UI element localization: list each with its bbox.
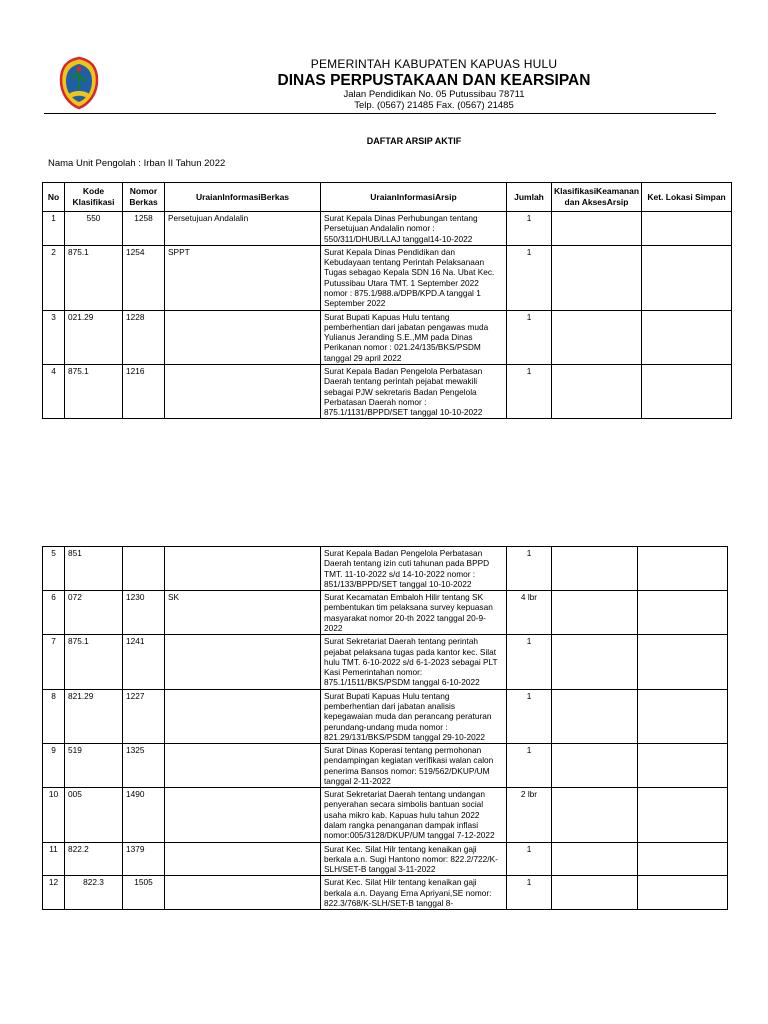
cell-nomor: 1241: [123, 635, 165, 689]
cell-klasifikasi: [552, 212, 642, 246]
cell-kode: 072: [65, 591, 123, 635]
cell-lokasi: [642, 310, 732, 364]
cell-kode: 875.1: [65, 635, 123, 689]
cell-arsip: Surat Kepala Badan Pengelola Perbatasan Daerah tentang izin cuti tahunan pada BPPD TMT. 11-10-2022 s/d 14-10-2022 nomor : 851/133/BPPD/SET tanggal 10-10-2022: [321, 547, 507, 591]
cell-no: 9: [43, 744, 65, 788]
cell-no: 4: [43, 364, 65, 418]
cell-klasifikasi: [552, 310, 642, 364]
cell-nomor: 1325: [123, 744, 165, 788]
cell-no: 1: [43, 212, 65, 246]
cell-nomor: 1490: [123, 788, 165, 842]
cell-jumlah: 1: [507, 744, 552, 788]
regency-crest-icon: [58, 56, 100, 110]
col-header-jumlah: Jumlah: [507, 183, 552, 212]
cell-berkas: [165, 788, 321, 842]
cell-no: 3: [43, 310, 65, 364]
office-contact: Telp. (0567) 21485 Fax. (0567) 21485: [354, 99, 514, 111]
table-row: [43, 635, 728, 689]
cell-klasifikasi: [552, 689, 638, 743]
cell-kode: 519: [65, 744, 123, 788]
cell-berkas: SK: [165, 591, 321, 635]
cell-nomor: [123, 547, 165, 591]
cell-klasifikasi: [552, 876, 638, 910]
table-row: [43, 547, 728, 591]
cell-arsip: Surat Sekretariat Daerah tentang undangan penyerahan secara simbolis bantuan social usaha mikro kab. Kapuas hulu tahun 2022 dalam rangka penanganan dampak inflasi nomor:005/3128/DKUP/UM tanggal 7-12-2022: [321, 788, 507, 842]
cell-berkas: [165, 547, 321, 591]
cell-arsip: Surat Kec. Silat Hilr tentang kenaikan gaji berkala a.n. Sugi Hantono nomor: 822.2/722/K-SLH/SET-B tanggal 3-11-2022: [321, 842, 507, 876]
cell-klasifikasi: [552, 591, 638, 635]
cell-jumlah: 1: [507, 876, 552, 910]
table-row: [43, 245, 732, 310]
cell-lokasi: [638, 547, 728, 591]
cell-berkas: [165, 744, 321, 788]
cell-berkas: [165, 689, 321, 743]
cell-lokasi: [638, 876, 728, 910]
archive-table-continued: [42, 546, 728, 910]
cell-jumlah: 4 lbr: [507, 591, 552, 635]
cell-klasifikasi: [552, 635, 638, 689]
cell-no: 5: [43, 547, 65, 591]
document-title: DAFTAR ARSIP AKTIF: [366, 136, 462, 146]
cell-nomor: 1505: [123, 876, 165, 910]
table-row: [43, 788, 728, 842]
cell-lokasi: [638, 842, 728, 876]
cell-arsip: Surat Kepala Badan Pengelola Perbatasan Daerah tentang perintah pejabat mewakili sebagai PJW sekretaris Badan Pengelola Perbatasan Daerah nomor : 875.1/1131/BPPD/SET tanggal 10-10-2022: [321, 364, 507, 418]
cell-jumlah: 1: [507, 310, 552, 364]
cell-kode: 875.1: [65, 364, 123, 418]
col-header-kode: Kode Klasifikasi: [65, 183, 123, 212]
cell-arsip: Surat Bupati Kapuas Hulu tentang pemberhentian dari jabatan analisis kepegawaian muda dan perancang peraturan perundang-undang muda nomor : 821.29/131/BKS/PSDM tanggal 29-10-2022: [321, 689, 507, 743]
cell-klasifikasi: [552, 788, 638, 842]
cell-nomor: 1216: [123, 364, 165, 418]
cell-klasifikasi: [552, 547, 638, 591]
cell-klasifikasi: [552, 245, 642, 310]
table-row: [43, 310, 732, 364]
col-header-klasifikasi: KlasifikasiKeamanan dan AksesArsip: [552, 183, 642, 212]
cell-berkas: [165, 364, 321, 418]
cell-no: 2: [43, 245, 65, 310]
table-row: [43, 591, 728, 635]
cell-arsip: Surat Kepala Dinas Perhubungan tentang Persetujuan Andalalin nomor : 550/311/DHUB/LLAJ tanggal14-10-2022: [321, 212, 507, 246]
cell-arsip: Surat Sekretariat Daerah tentang perintah pejabat pelaksana tugas pada kantor kec. Silat hulu TMT. 6-10-2022 s/d 6-1-2023 sebagai PLT Kasi Pemerintahan nomor: 875.1/1511/BKS/PSDM tanggal 6-10-2022: [321, 635, 507, 689]
cell-nomor: 1379: [123, 842, 165, 876]
cell-kode: 875.1: [65, 245, 123, 310]
cell-lokasi: [638, 788, 728, 842]
cell-berkas: Persetujuan Andalalin: [165, 212, 321, 246]
cell-lokasi: [642, 212, 732, 246]
cell-berkas: [165, 842, 321, 876]
archive-table: [42, 182, 732, 419]
cell-arsip: Surat Kecamatan Embaloh Hilir tentang SK pembentukan tim pelaksana survey kepuasan masyarakat nomor 20-th 2022 tanggal 20-9-2022: [321, 591, 507, 635]
cell-lokasi: [638, 744, 728, 788]
letterhead-divider: [44, 113, 716, 114]
table-row: [43, 744, 728, 788]
cell-no: 7: [43, 635, 65, 689]
cell-no: 11: [43, 842, 65, 876]
cell-arsip: Surat Bupati Kapuas Hulu tentang pemberhentian dari jabatan pengawas muda Yulianus Jeranding S.E.,MM pada Dinas Perikanan nomor : 021.24/135/BKS/PSDM tanggal 29 april 2022: [321, 310, 507, 364]
cell-lokasi: [638, 635, 728, 689]
cell-no: 10: [43, 788, 65, 842]
cell-nomor: 1228: [123, 310, 165, 364]
col-header-no: No: [43, 183, 65, 212]
table-row: [43, 689, 728, 743]
letterhead: [160, 58, 708, 111]
cell-jumlah: 1: [507, 212, 552, 246]
cell-kode: 822.2: [65, 842, 123, 876]
cell-no: 8: [43, 689, 65, 743]
table-row: [43, 364, 732, 418]
cell-klasifikasi: [552, 842, 638, 876]
cell-no: 6: [43, 591, 65, 635]
unit-label: Nama Unit Pengolah : Irban II Tahun 2022: [48, 158, 226, 169]
cell-kode: 021.29: [65, 310, 123, 364]
cell-lokasi: [638, 591, 728, 635]
cell-lokasi: [642, 364, 732, 418]
cell-nomor: 1230: [123, 591, 165, 635]
table-row: [43, 876, 728, 910]
table-row: [43, 842, 728, 876]
cell-nomor: 1254: [123, 245, 165, 310]
office-name: DINAS PERPUSTAKAAN DAN KEARSIPAN: [277, 71, 591, 89]
cell-kode: 821.29: [65, 689, 123, 743]
cell-arsip: Surat Kepala Dinas Pendidikan dan Kebudayaan tentang Perintah Pelaksanaan Tugas sebagao Kepala SDN 16 Na. Ubat Kec. Putussibau Utara TMT. 1 September 2022 nomor : 875.1/988.a/DPB/KPD.A tanggal 1 September 2022: [321, 245, 507, 310]
archive-table-continued-body: [43, 547, 728, 910]
cell-lokasi: [638, 689, 728, 743]
cell-berkas: SPPT: [165, 245, 321, 310]
cell-jumlah: 1: [507, 245, 552, 310]
cell-kode: 851: [65, 547, 123, 591]
cell-nomor: 1258: [123, 212, 165, 246]
col-header-arsip: UraianInformasiArsip: [321, 183, 507, 212]
archive-table-body: [43, 212, 732, 419]
col-header-lokasi: Ket. Lokasi Simpan: [642, 183, 732, 212]
cell-kode: 550: [65, 212, 123, 246]
cell-kode: 005: [65, 788, 123, 842]
cell-jumlah: 1: [507, 635, 552, 689]
cell-klasifikasi: [552, 744, 638, 788]
cell-nomor: 1227: [123, 689, 165, 743]
cell-jumlah: 1: [507, 689, 552, 743]
cell-jumlah: 1: [507, 364, 552, 418]
cell-jumlah: 1: [507, 842, 552, 876]
cell-berkas: [165, 876, 321, 910]
cell-berkas: [165, 310, 321, 364]
cell-kode: 822.3: [65, 876, 123, 910]
cell-klasifikasi: [552, 364, 642, 418]
cell-jumlah: 2 lbr: [507, 788, 552, 842]
col-header-nomor: Nomor Berkas: [123, 183, 165, 212]
cell-arsip: Surat Kec. Silat Hilr tentang kenaikan gaji berkala a.n. Dayang Erna Apriyani,SE nomor: 822.3/768/K-SLH/SET-B tanggal 8-: [321, 876, 507, 910]
cell-jumlah: 1: [507, 547, 552, 591]
government-name: PEMERINTAH KABUPATEN KAPUAS HULU: [310, 57, 558, 71]
cell-lokasi: [642, 245, 732, 310]
cell-arsip: Surat Dinas Koperasi tentang permohonan pendampingan kegiatan verifikasi walan calon penerima Bansos nomor: 519/562/DKUP/UM tanggal 2-11-2022: [321, 744, 507, 788]
cell-no: 12: [43, 876, 65, 910]
office-address: Jalan Pendidikan No. 05 Putussibau 78711: [343, 88, 525, 100]
table-row: [43, 212, 732, 246]
table-header-row: [43, 183, 732, 212]
col-header-berkas: UraianInformasiBerkas: [165, 183, 321, 212]
cell-berkas: [165, 635, 321, 689]
